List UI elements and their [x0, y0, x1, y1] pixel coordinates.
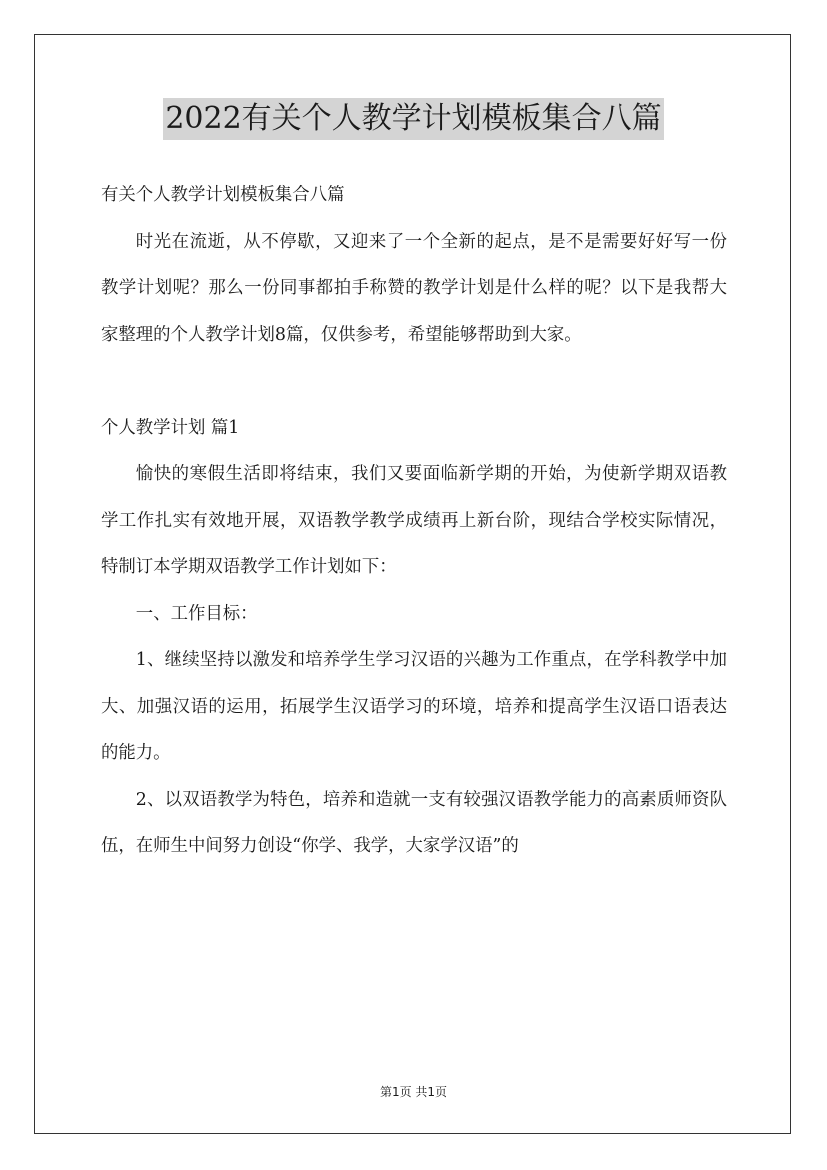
body-paragraph: 1、继续坚持以激发和培养学生学习汉语的兴趣为工作重点，在学科教学中加大、加强汉语的运用，拓展学生汉语学习的环境，培养和提高学生汉语口语表达的能力。 [101, 650, 727, 763]
title-container [0, 98, 827, 140]
body-paragraph: 愉快的寒假生活即将结束，我们又要面临新学期的开始，为使新学期双语教学工作扎实有效地开展，双语教学教学成绩再上新台阶，现结合学校实际情况，特制订本学期双语教学工作计划如下： [101, 464, 727, 577]
document-body [101, 172, 727, 870]
blank-line [101, 358, 727, 405]
body-paragraph: 2、以双语教学为特色，培养和造就一支有较强汉语教学能力的高素质师资队伍，在师生中间努力创设“你学、我学，大家学汉语”的 [101, 789, 727, 856]
page-number: 第1页 共1页 [379, 1085, 448, 1099]
section-heading: 个人教学计划 篇1 [101, 417, 240, 438]
body-paragraph: 一、工作目标： [135, 603, 258, 624]
document-subtitle: 有关个人教学计划模板集合八篇 [101, 185, 345, 205]
page-footer [0, 1083, 827, 1100]
intro-paragraph: 时光在流逝，从不停歇，又迎来了一个全新的起点，是不是需要好好写一份教学计划呢？那么一份同事都拍手称赞的教学计划是什么样的呢？以下是我帮大家整理的个人教学计划8篇，仅供参考，希望能够帮助到大家。 [101, 231, 727, 345]
document-title: 2022有关个人教学计划模板集合八篇 [163, 98, 663, 140]
